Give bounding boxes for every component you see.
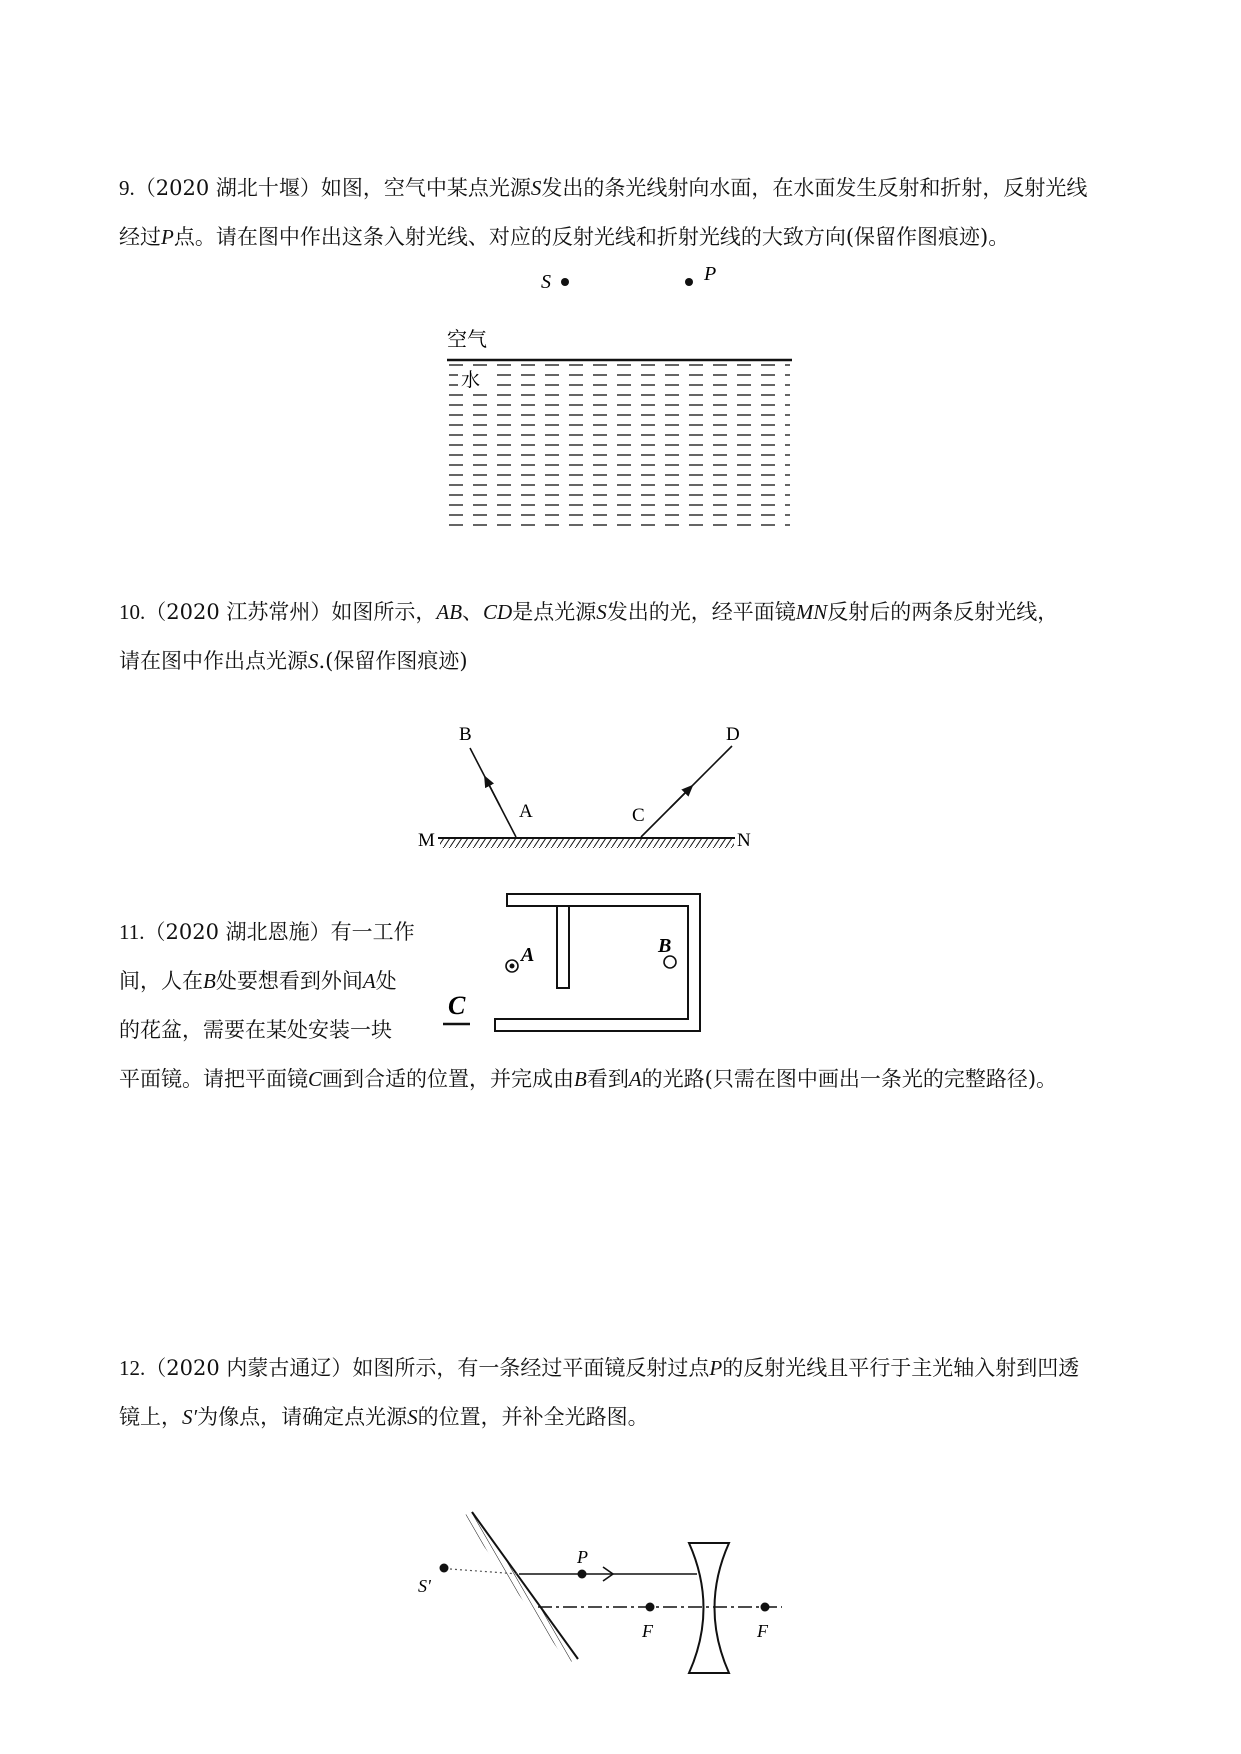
q12-focus-left [646,1603,655,1612]
q10-line-2: 请在图中作出点光源S.(保留作图痕迹) [119,649,468,673]
question-12 [119,1344,1129,1442]
q12-mirror-hatching [462,1512,578,1663]
q12-label-s-prime: S' [418,1576,431,1596]
q12-line-2: 镜上，S′为像点，请确定点光源S的位置，并补全光路图。 [119,1405,649,1429]
q11-line-3: 的花盆，需要在某处安装一块 [119,1018,392,1042]
q9-point-s [561,278,569,286]
q10-line-1: 10.（2020 江苏常州）如图所示，AB、CD是点光源S发出的光，经平面镜MN反射后的两条反射光线， [119,600,1059,624]
q11-line-4: 平面镜。请把平面镜C画到合适的位置，并完成由B看到A的光路(只需在图中画出一条光的完整路径)。 [119,1067,1058,1091]
q12-line-1: 12.（2020 内蒙古通辽）如图所示，有一条经过平面镜反射过点P的反射光线且平行于主光轴入射到凹透 [119,1356,1080,1380]
q11-line-1: 11.（2020 湖北恩施）有一工作 [119,920,415,944]
q10-label-m: M [418,830,435,851]
q9-label-air: 空气 [447,327,487,351]
q10-figure [0,700,1241,860]
q11-label-b: B [658,935,672,957]
q12-label-f-right: F [757,1621,768,1641]
q11-line-2: 间，人在B处要想看到外间A处 [119,969,397,993]
q12-figure [0,1500,1241,1680]
q11-partition [557,906,569,988]
question-11 [119,1055,1129,1104]
q9-point-p [685,278,693,286]
q9-water-body [448,362,790,534]
q10-label-c: C [632,805,645,826]
question-10 [119,588,1129,686]
q10-label-n: N [737,830,751,851]
q12-label-f-left: F [642,1621,653,1641]
q9-line-2: 经过P点。请在图中作出这条入射光线、对应的反射光线和折射光线的大致方向(保留作图痕迹)。 [119,225,1010,249]
q12-label-p: P [577,1547,588,1567]
q12-concave-lens [689,1543,729,1673]
q10-label-b: B [459,724,472,745]
q10-label-d: D [726,724,740,745]
q11-label-c: C [448,991,466,1020]
q10-label-a: A [519,801,533,822]
q11-label-a: A [521,944,535,966]
q9-label-water: 水 [461,369,481,391]
q12-point-p [578,1570,587,1579]
q9-label-p: P [704,263,717,285]
q11-figure [0,880,1241,1040]
q9-figure [0,0,1241,560]
q9-label-s: S [541,271,551,293]
q11-person-b [664,956,676,968]
q9-line-1: 9.（2020 湖北十堰）如图，空气中某点光源S发出的条光线射向水面，在水面发生反射和折射，反射光线 [119,176,1088,200]
q12-image-point-s-prime [440,1564,449,1573]
q10-mirror-hatching [440,839,734,848]
q12-focus-right [761,1603,770,1612]
